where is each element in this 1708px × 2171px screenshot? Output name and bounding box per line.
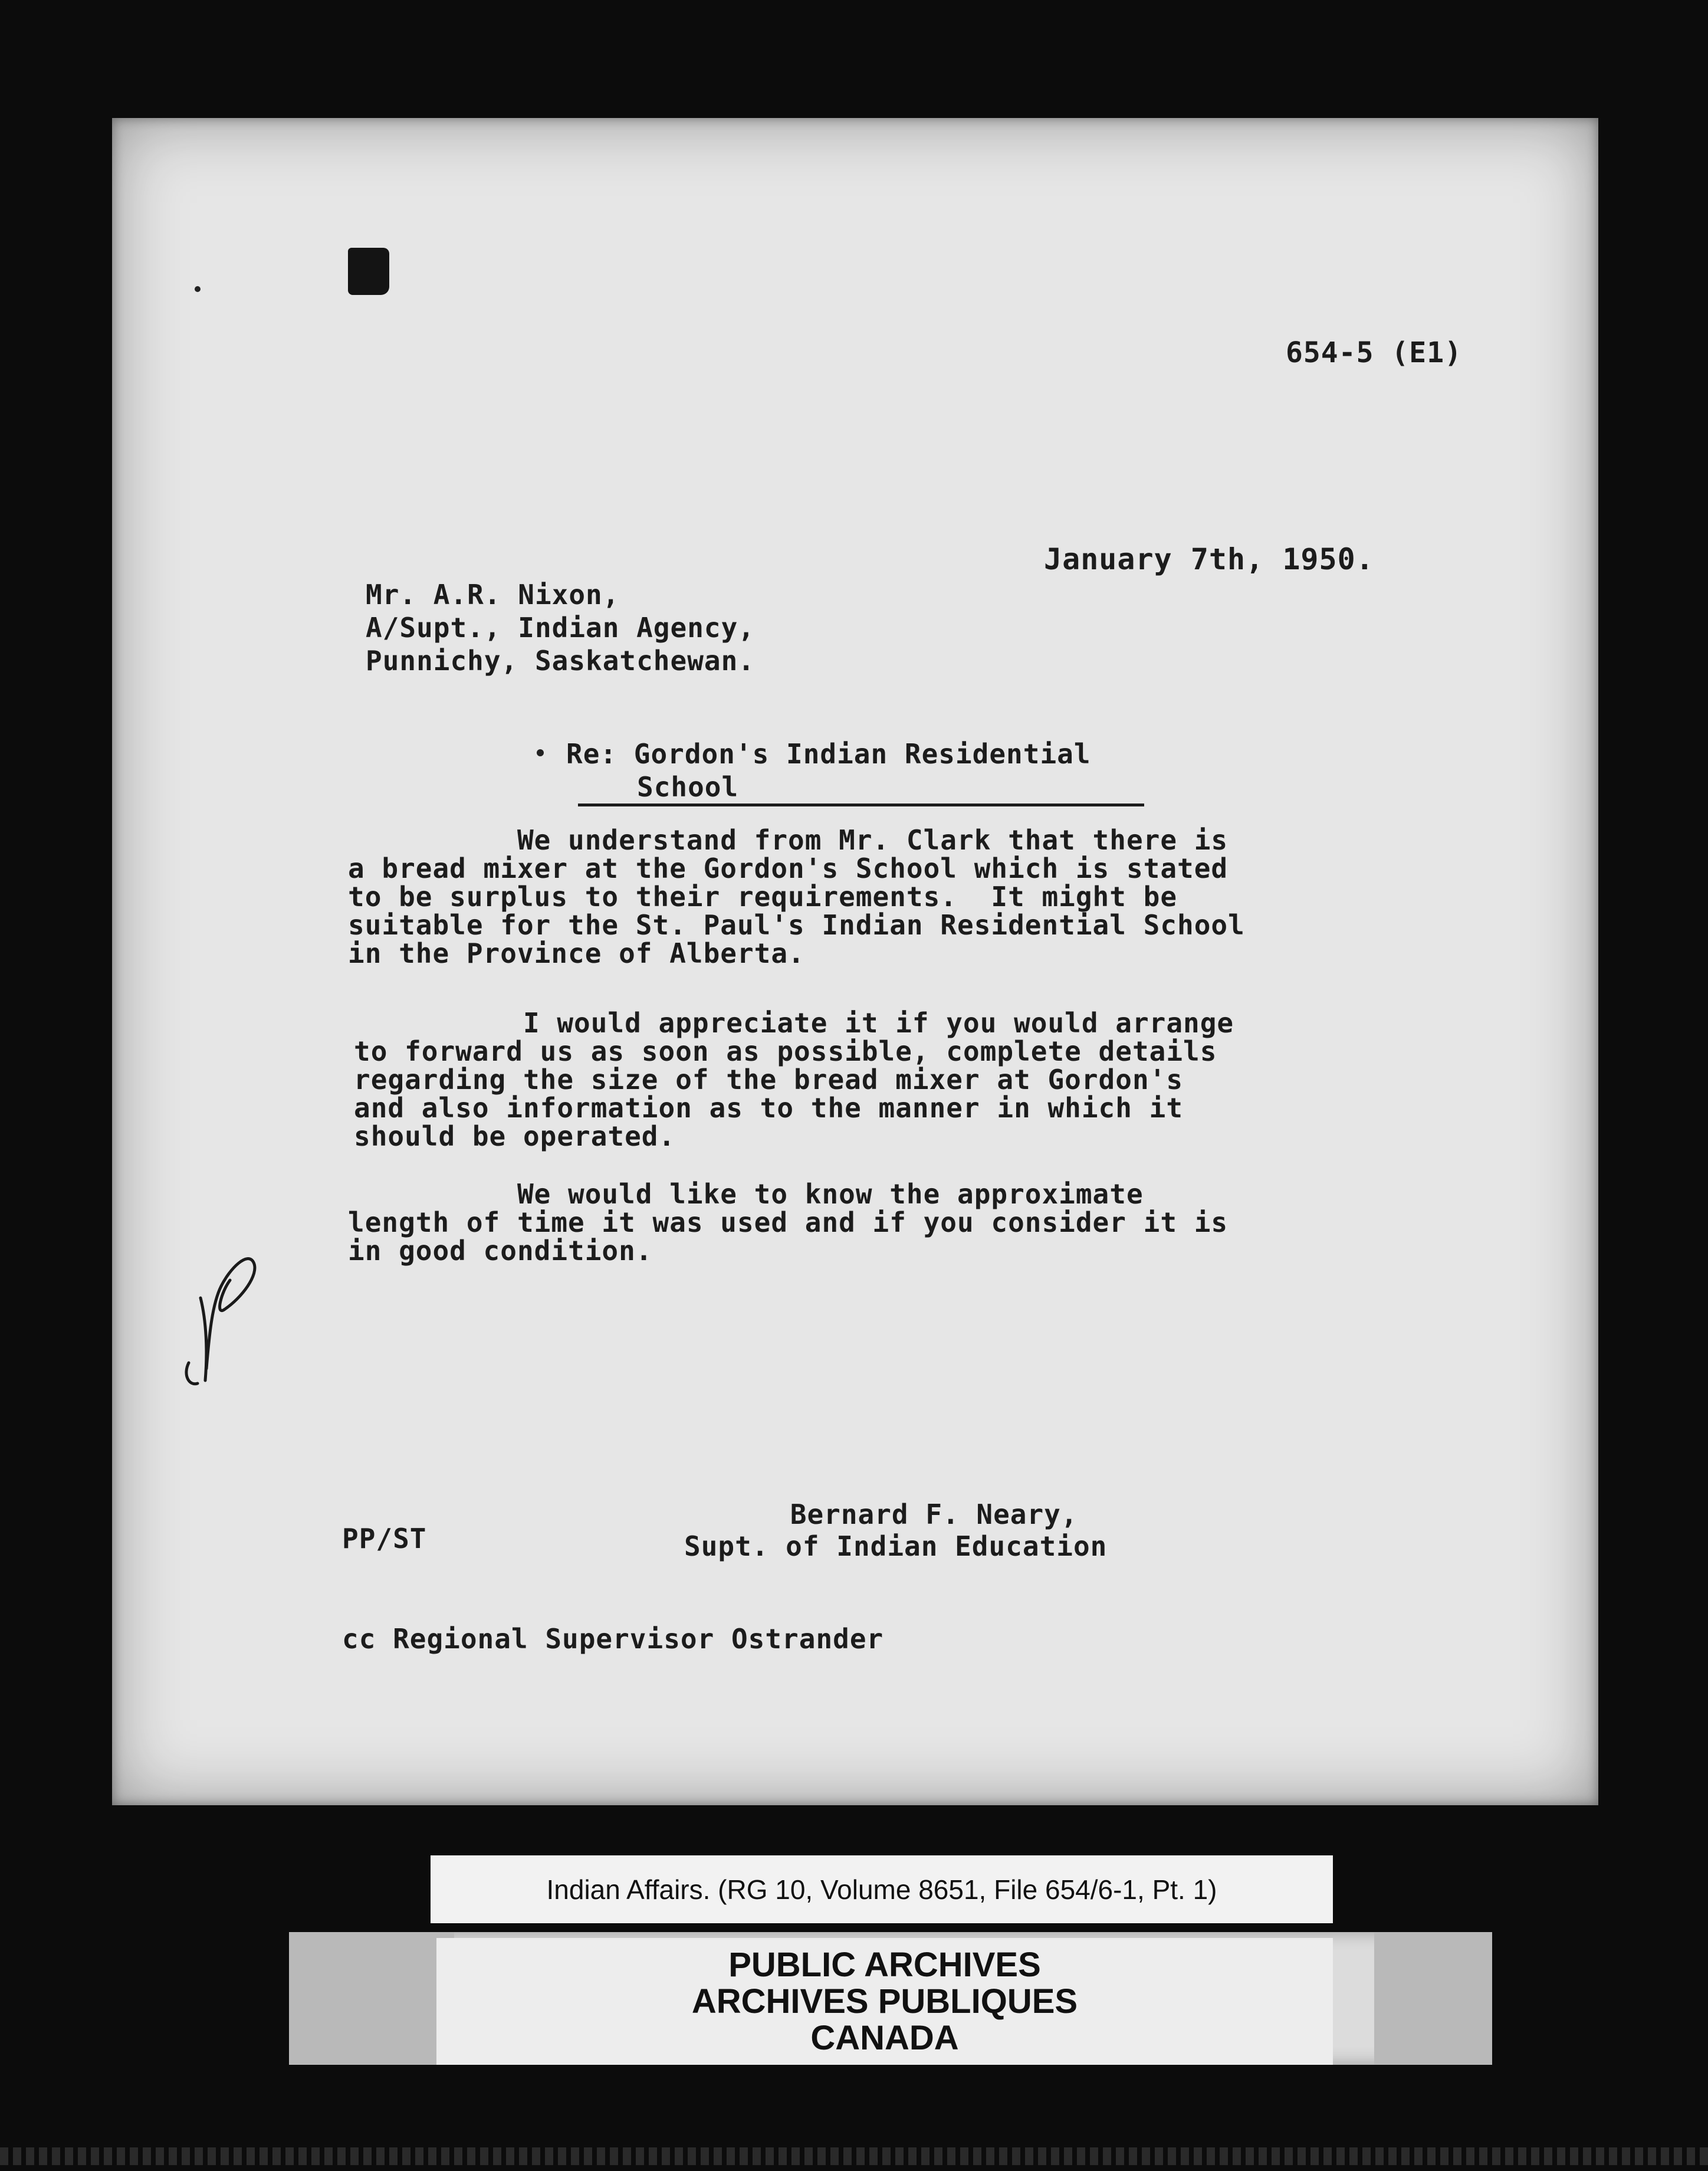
paragraph-3: We would like to know the approximate length of time it was used and if you consider it is in good condition.: [348, 1178, 1229, 1267]
film-sprocket-edge: [0, 2147, 1708, 2165]
addressee-line-1: Mr. A.R. Nixon,: [366, 579, 620, 611]
handwritten-initial-mark: [165, 1215, 265, 1392]
subject-line-1: Re: Gordon's Indian Residential: [566, 738, 1091, 770]
letter-page: [112, 118, 1598, 1805]
speck: [195, 286, 201, 292]
punch-hole: [348, 248, 389, 295]
subject-underline: [578, 804, 1144, 806]
cc-line: cc Regional Supervisor Ostrander: [342, 1623, 884, 1655]
signer-title: Supt. of Indian Education: [684, 1530, 1108, 1562]
paragraph-1: We understand from Mr. Clark that there is a bread mixer at the Gordon's School which is stated to be surplus to their requirements. It might be suitable for the St. Paul's Indian Residential School in the Province of Alberta.: [348, 824, 1245, 969]
typist-initials: PP/ST: [342, 1523, 427, 1555]
signature-block: [684, 1498, 1107, 1562]
strip-right-end: [1374, 1932, 1492, 2065]
signer-name: Bernard F. Neary,: [790, 1498, 1078, 1530]
subject-block: [566, 737, 1091, 804]
archive-stamp: [436, 1938, 1333, 2065]
addressee-line-2: A/Supt., Indian Agency,: [366, 612, 755, 644]
subject-line-2: School: [637, 771, 739, 803]
archive-stamp-line-2: ARCHIVES PUBLIQUES: [691, 1982, 1078, 2021]
archive-stamp-line-1: PUBLIC ARCHIVES: [728, 1945, 1041, 1984]
addressee-block: [366, 578, 755, 677]
letter-date: January 7th, 1950.: [1044, 542, 1374, 576]
addressee-line-3: Punnichy, Saskatchewan.: [366, 645, 755, 677]
file-reference: 654-5 (E1): [1286, 336, 1462, 369]
strip-left-end: [289, 1932, 454, 2065]
bullet-dot: [537, 749, 544, 756]
archive-reference-label: Indian Affairs. (RG 10, Volume 8651, File 654/6-1, Pt. 1): [431, 1855, 1333, 1923]
paragraph-2: I would appreciate it if you would arrange to forward us as soon as possible, complete details regarding the size of the bread mixer at Gordon's and also information as to the manner in which it should be operated.: [354, 1007, 1234, 1152]
archive-stamp-line-3: CANADA: [810, 2018, 959, 2057]
